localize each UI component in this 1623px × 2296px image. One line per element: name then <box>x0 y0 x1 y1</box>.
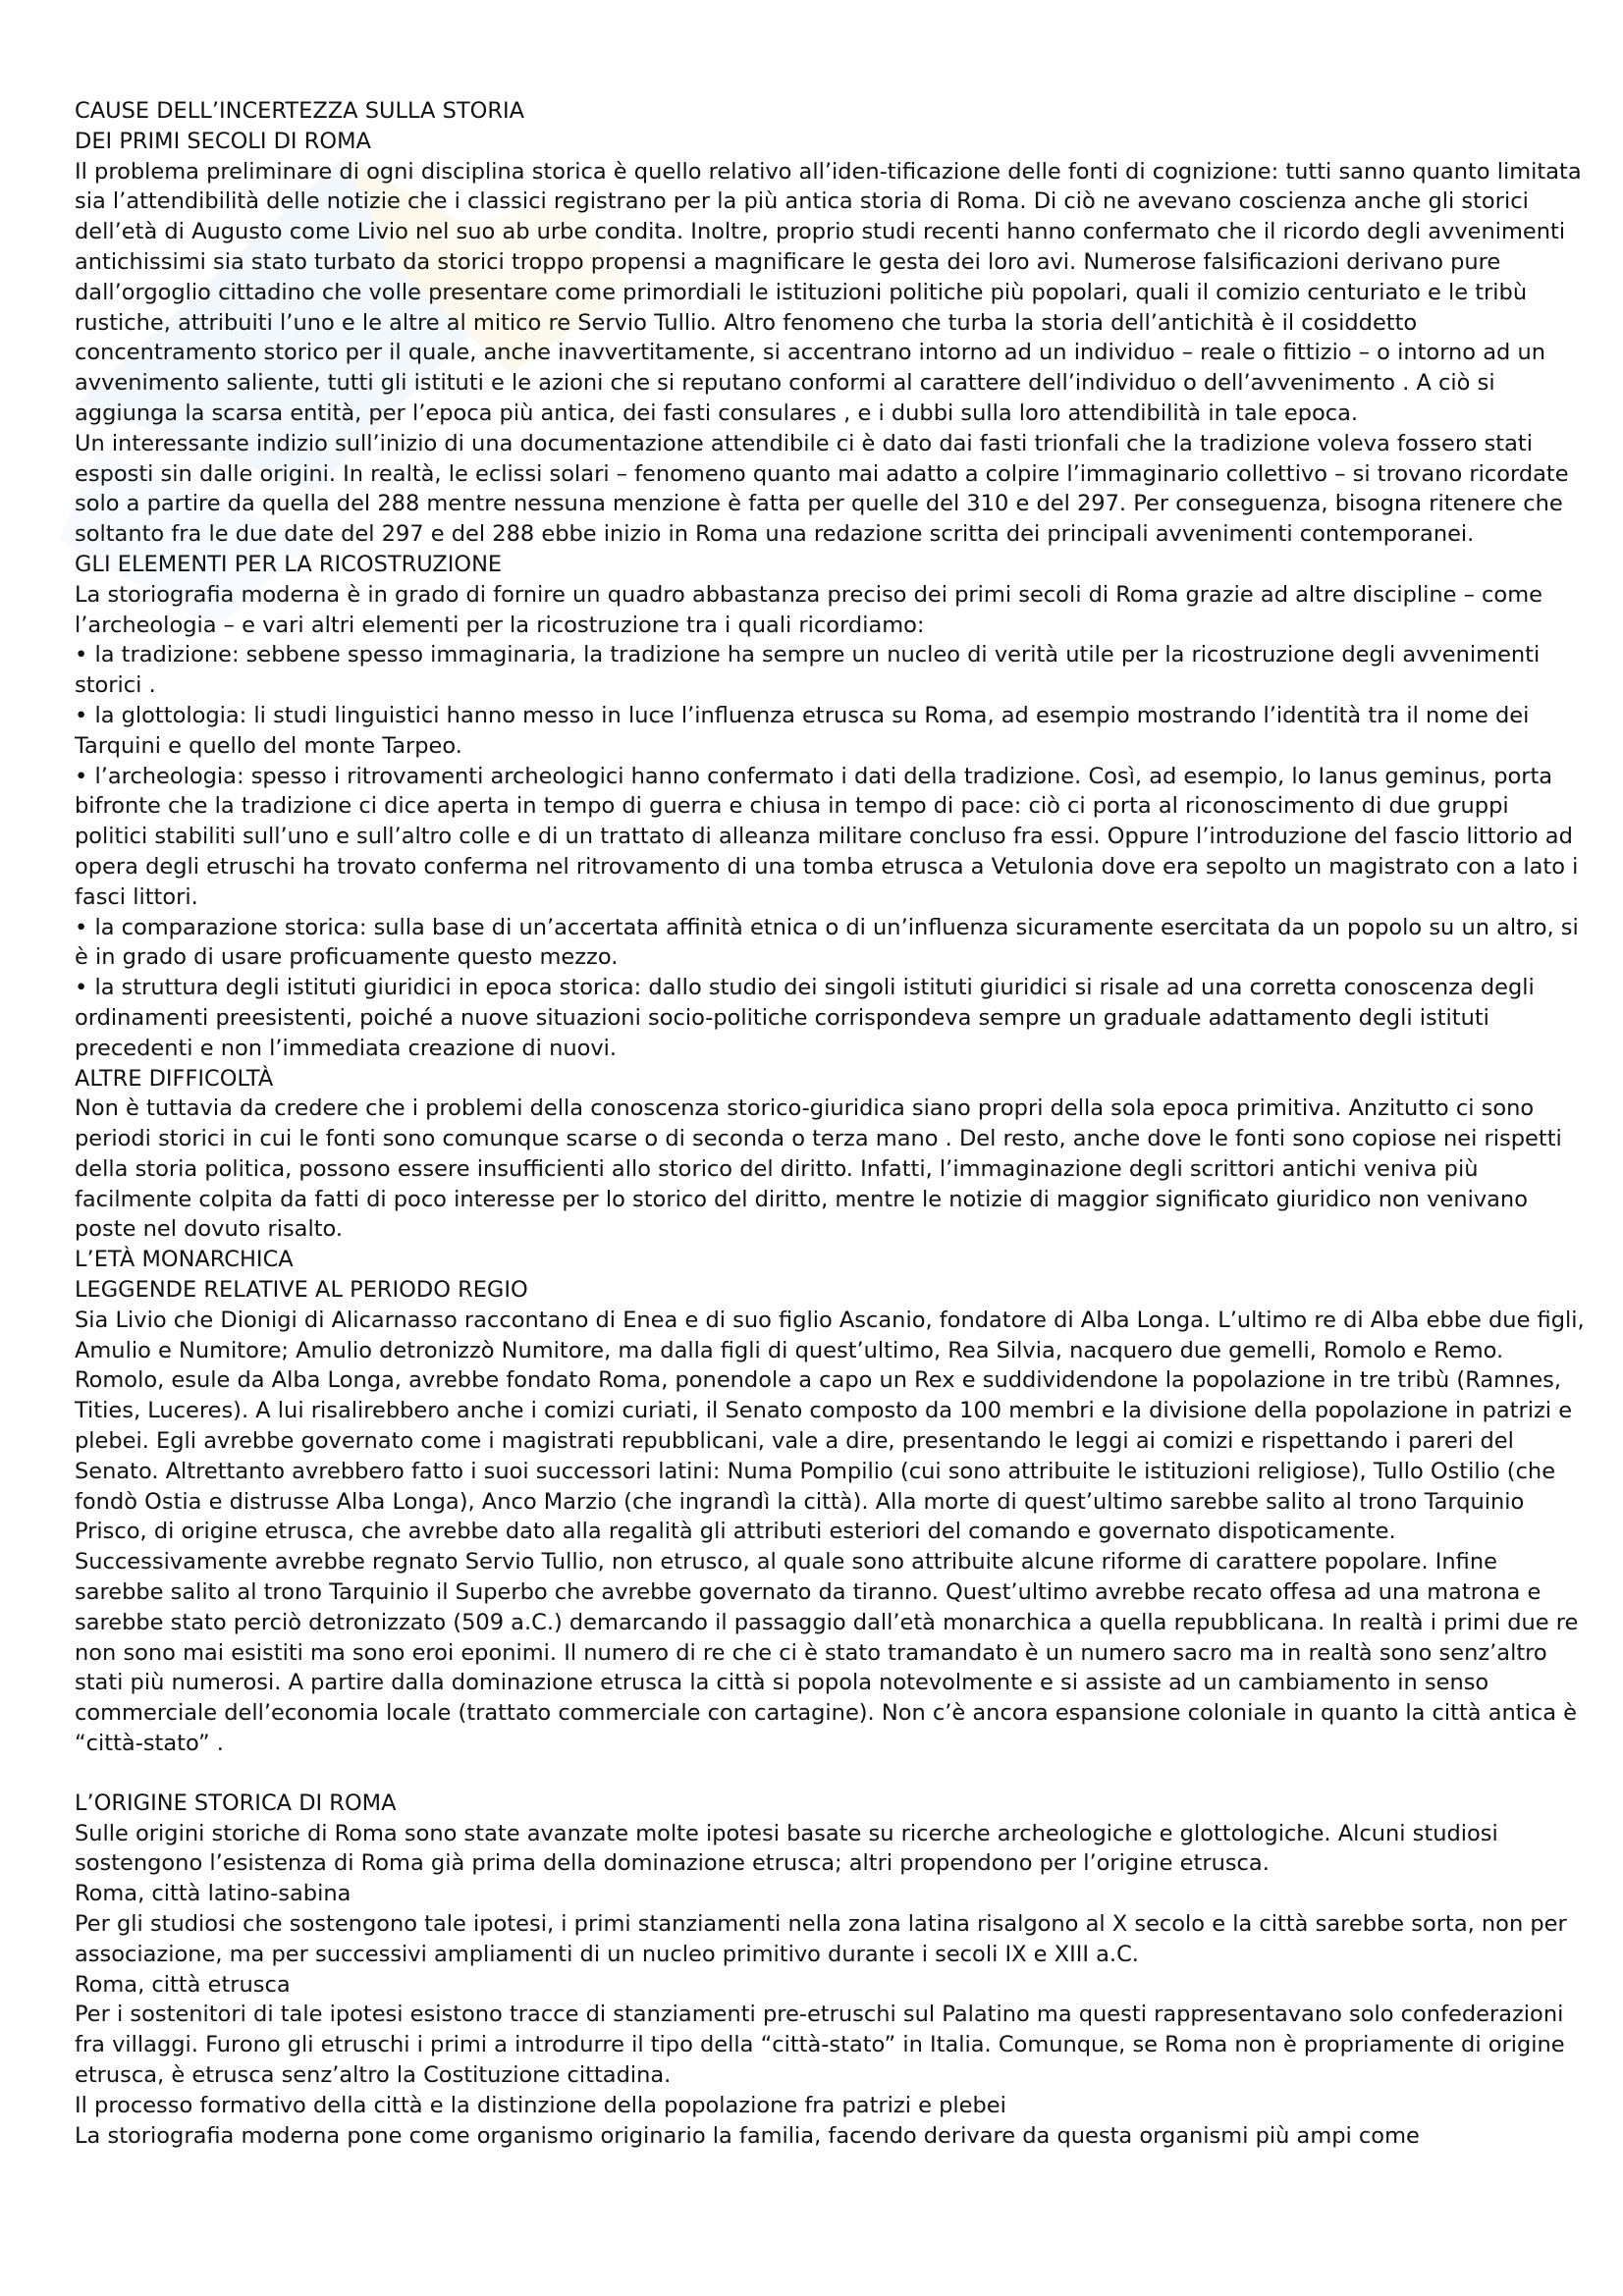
section-heading: GLI ELEMENTI PER LA RICOSTRUZIONE <box>75 551 503 577</box>
paragraph: Il problema preliminare di ogni disciplina storica è quello relativo all’iden-tificazione delle fonti di cognizione: tutti sanno quanto limitata sia l’attendibilità delle notizie che i classici registrano per la più antica storia di Roma. Di ciò ne avevano coscienza anche gli storici dell’età di Augusto come Livio nel suo ab urbe condita. Inoltre, proprio studi recenti hanno confermato che il ricordo degli avvenimenti antichissimi sia stato turbato da storici troppo propensi a magnificare le gesta dei loro avi. Numerose falsificazioni derivano pure dall’orgoglio cittadino che volle presentare come primordiali le istituzioni politiche più popolari, quali il comizio centuriato e le tribù rustiche, attribuiti l’uno e le altre al mitico re Servio Tullio. Altro fenomeno che turba la storia dell’antichità è il cosiddetto concentramento storico per il quale, anche inavvertitamente, si accentrano intorno ad un individuo – reale o fittizio – o intorno ad un avvenimento saliente, tutti gli istituti e le azioni che si reputano conformi al carattere dell’individuo o dell’avvenimento . A ciò si aggiunga la scarsa entità, per l’epoca più antica, dei fasti consulares , e i dubbi sulla loro attendibilità in tale epoca. <box>75 158 1582 426</box>
bullet-item: • la comparazione storica: sulla base di un’accertata affinità etnica o di un’influenza sicuramente esercitata da un popolo su un altro, si è in grado di usare proficuamente questo mezzo. <box>75 913 1587 974</box>
document-body <box>75 96 1587 2151</box>
paragraph: Non è tuttavia da credere che i problemi della conoscenza storico-giuridica siano propri della sola epoca primitiva. Anzitutto ci sono periodi storici in cui le fonti sono comunque scarse o di seconda o terza mano . Del resto, anche dove le fonti sono copiose nei rispetti della storia politica, possono essere insufficienti allo storico del diritto. Infatti, l’immaginazione degli scrittori antichi veniva più facilmente colpita da fatti di poco interesse per lo storico del diritto, mentre le notizie di maggior significato giuridico non venivano poste nel dovuto risalto. <box>75 1095 1562 1243</box>
section-heading: CAUSE DELL’INCERTEZZA SULLA STORIA <box>75 98 524 124</box>
paragraph: La storiografia moderna è in grado di fornire un quadro abbastanza preciso dei primi secoli di Roma grazie ad altre discipline – come l’archeologia – e vari altri elementi per la ricostruzione tra i quali ricordiamo: <box>75 581 1542 638</box>
paragraph: Sulle origini storiche di Roma sono state avanzate molte ipotesi basate su ricerche archeologiche e glottologiche. Alcuni studiosi sostengono l’esistenza di Roma già prima della dominazione etrusca; altri propendono per l’origine etrusca. <box>75 1820 1498 1877</box>
paragraph: Sia Livio che Dionigi di Alicarnasso raccontano di Enea e di suo figlio Ascanio, fondatore di Alba Longa. L’ultimo re di Alba ebbe due figli, Amulio e Numitore; Amulio detronizzò Numitore, ma dalla figli di quest’ultimo, Rea Silvia, nacquero due gemelli, Romolo e Remo. Romolo, esule da Alba Longa, avrebbe fondato Roma, ponendole a capo un Rex e suddividendone la popolazione in tre tribù (Ramnes, Tities, Luceres). A lui risalirebbero anche i comizi curiati, il Senato composto da 100 membri e la divisione della popolazione in patrizi e plebei. Egli avrebbe governato come i magistrati repubblicani, vale a dire, presentando le leggi ai comizi e rispettando i pareri del Senato. Altrettanto avrebbero fatto i suoi successori latini: Numa Pompilio (cui sono attribuite le istituzioni religiose), Tullo Ostilio (che fondò Ostia e distrusse Alba Longa), Anco Marzio (che ingrandì la città). Alla morte di quest’ultimo sarebbe salito al trono Tarquinio Prisco, di origine etrusca, che avrebbe dato alla regalità gli attributi esteriori del comando e governato dispoticamente. Successivamente avrebbe regnato Servio Tullio, non etrusco, al quale sono attribuite alcune riforme di carattere popolare. Infine sarebbe salito al trono Tarquinio il Superbo che avrebbe governato da tiranno. Quest’ultimo avrebbe recato offesa ad una matrona e sarebbe stato perciò detronizzato (509 a.C.) demarcando il passaggio dall’età monarchica a quella repubblicana. In realtà i primi due re non sono mai esistiti ma sono eroi eponimi. Il numero di re che ci è stato tramandato è un numero sacro ma in realtà sono senz’altro stati più numerosi. A partire dalla dominazione etrusca la città si popola notevolmente e si assiste ad un cambiamento in senso commerciale dell’economia locale (trattato commerciale con cartagine). Non c’è ancora espansione coloniale in quanto la città antica è “città-stato” . <box>75 1307 1585 1757</box>
section-heading: LEGGENDE RELATIVE AL PERIODO REGIO <box>75 1277 528 1304</box>
paragraph: Un interessante indizio sull’inizio di una documentazione attendibile ci è dato dai fasti trionfali che la tradizione voleva fossero stati esposti sin dalle origini. In realtà, le eclissi solari – fenomeno quanto mai adatto a colpire l’immaginario collettivo – si trovano ricordate solo a partire da quella del 288 mentre nessuna menzione è fatta per quelle del 310 e del 297. Per conseguenza, bisogna ritenere che soltanto fra le due date del 297 e del 288 ebbe inizio in Roma una redazione scritta dei principali avvenimenti contemporanei. <box>75 430 1569 548</box>
blank-line <box>75 1759 1587 1789</box>
bullet-item: • la struttura degli istituti giuridici in epoca storica: dallo studio dei singoli istituti giuridici si risale ad una corretta conoscenza degli ordinamenti preesistenti, poiché a nuove situazioni socio-politiche corrispondeva sempre un graduale adattamento degli istituti precedenti e non l’immediata creazione di nuovi. <box>75 973 1587 1063</box>
section-heading: ALTRE DIFFICOLTÀ <box>75 1065 274 1092</box>
section-heading: L’ORIGINE STORICA DI ROMA <box>75 1789 397 1816</box>
paragraph: Per i sostenitori di tale ipotesi esistono tracce di stanziamenti pre-etruschi sul Palatino ma questi rappresentavano solo confederazioni fra villaggi. Furono gli etruschi i primi a introdurre il tipo della “città-stato” in Italia. Comunque, se Roma non è propriamente di origine etrusca, è etrusca senz’altro la Costituzione cittadina. <box>75 2002 1565 2088</box>
section-heading: L’ETÀ MONARCHICA <box>75 1247 294 1273</box>
sub-heading: Roma, città latino-sabina <box>75 1881 352 1907</box>
bullet-item: • l’archeologia: spesso i ritrovamenti archeologici hanno confermato i dati della tradizione. Così, ad esempio, lo Ianus geminus, porta bifronte che la tradizione ci dice aperta in tempo di guerra e chiusa in tempo di pace: ciò ci porta al riconoscimento di due gruppi politici stabiliti sull’uno e sull’altro colle e di un trattato di alleanza militare concluso fra essi. Oppure l’introduzione del fascio littorio ad opera degli etruschi ha trovato conferma nel ritrovamento di una tomba etrusca a Vetulonia dove era sepolto un magistrato con a lato i fasci littori. <box>75 762 1587 913</box>
bullet-item: • la tradizione: sebbene spesso immaginaria, la tradizione ha sempre un nucleo di verità utile per la ricostruzione degli avvenimenti storici . <box>75 640 1587 701</box>
paragraph: La storiografia moderna pone come organismo originario la familia, facendo derivare da questa organismi più ampi come <box>75 2122 1420 2149</box>
sub-heading: Il processo formativo della città e la distinzione della popolazione fra patrizi e plebei <box>75 2092 1006 2118</box>
section-heading: DEI PRIMI SECOLI DI ROMA <box>75 128 371 154</box>
bullet-item: • la glottologia: li studi linguistici hanno messo in luce l’influenza etrusca su Roma, ad esempio mostrando l’identità tra il nome dei Tarquini e quello del monte Tarpeo. <box>75 701 1587 762</box>
paragraph: Per gli studiosi che sostengono tale ipotesi, i primi stanziamenti nella zona latina risalgono al X secolo e la città sarebbe sorta, non per associazione, ma per successivi ampliamenti di un nucleo primitivo durante i secoli IX e XIII a.C. <box>75 1911 1567 1967</box>
sub-heading: Roma, città etrusca <box>75 1971 291 1998</box>
